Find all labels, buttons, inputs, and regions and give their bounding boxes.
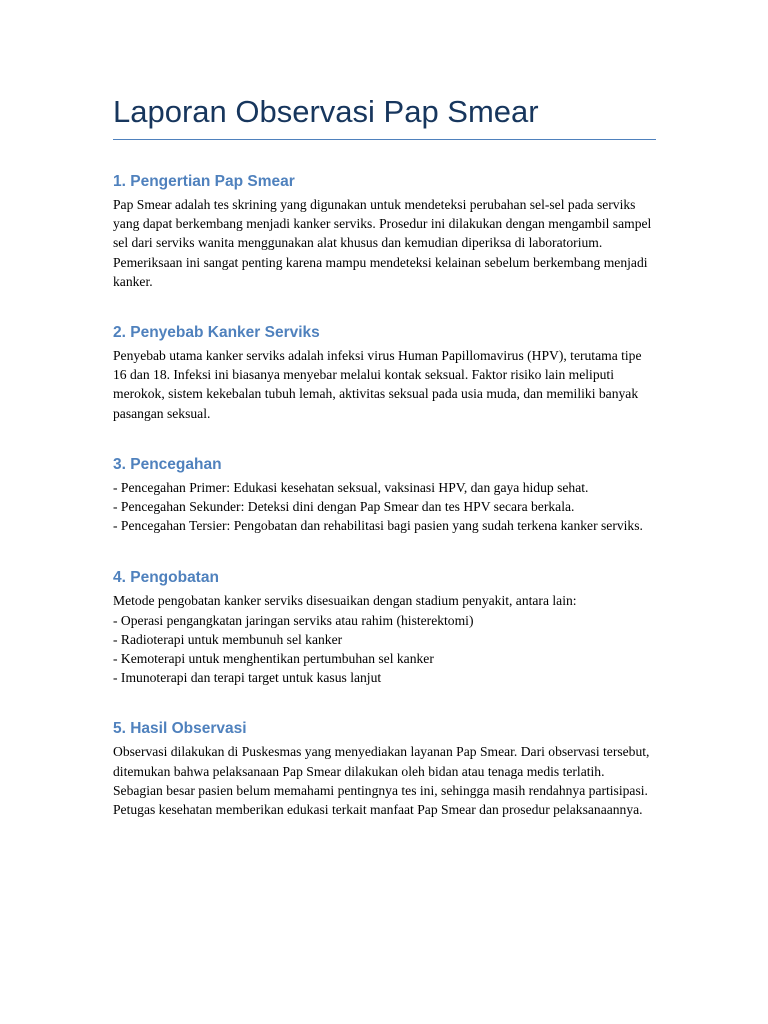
section-heading: 1. Pengertian Pap Smear [113,173,295,190]
section-pencegahan [113,455,656,536]
section-list [113,478,656,536]
document-title: Laporan Observasi Pap Smear [113,92,656,140]
list-item: - Operasi pengangkatan jaringan serviks atau rahim (histerektomi) [113,612,474,628]
section-list [113,591,656,687]
section-heading: 4. Pengobatan [113,569,219,587]
list-intro: Metode pengobatan kanker serviks disesuaikan dengan stadium penyakit, antara lain: [113,593,577,609]
list-item: - Radioterapi untuk membunuh sel kanker [113,631,343,647]
list-item: - Pencegahan Sekunder: Deteksi dini dengan Pap Smear dan tes HPV secara berkala. [113,499,575,515]
list-item: - Pencegahan Tersier: Pengobatan dan rehabilitasi bagi pasien yang sudah terkena kanker serviks. [113,518,643,534]
list-item: - Kemoterapi untuk menghentikan pertumbuhan sel kanker [113,651,434,667]
document-page [113,92,656,819]
section-pengertian [113,172,656,291]
section-heading: 2. Penyebab Kanker Serviks [113,324,320,342]
section-paragraph: Penyebab utama kanker serviks adalah infeksi virus Human Papillomavirus (HPV), terutama tipe 16 dan 18. Infeksi ini biasanya menyebar melalui kontak seksual. Faktor risiko lain meliputi merokok, sistem kekebalan tubuh lemah, aktivitas seksual pada usia muda, dan memiliki banyak pasangan seksual. [113,348,642,421]
section-pengobatan [113,568,656,687]
section-heading: 3. Pencegahan [113,455,222,473]
section-paragraph: Observasi dilakukan di Puskesmas yang menyediakan layanan Pap Smear. Dari observasi tersebut, ditemukan bahwa pelaksanaan Pap Smear dilakukan oleh bidan atau tenaga medis terlatih. Sebagian besar pasien belum memahami pentingnya tes ini, sehingga masih rendahnya partisipasi. Petugas kesehatan memberikan edukasi terkait manfaat Pap Smear dan prosedur pelaksanaannya. [113,744,650,818]
section-paragraph: Pap Smear adalah tes skrining yang digunakan untuk mendeteksi perubahan sel-sel pada serviks yang dapat berkembang menjadi kanker serviks. Prosedur ini dilakukan dengan mengambil sampel sel dari serviks wanita menggunakan alat khusus dan kemudian diperiksa di laboratorium. Pemeriksaan ini sangat penting karena mampu mendeteksi kelainan sebelum berkembang menjadi kanker. [113,197,652,289]
list-item: - Pencegahan Primer: Edukasi kesehatan seksual, vaksinasi HPV, dan gaya hidup sehat. [113,479,589,495]
section-heading: 5. Hasil Observasi [113,720,247,738]
list-item: - Imunoterapi dan terapi target untuk kasus lanjut [113,670,382,686]
section-hasil-observasi [113,719,656,819]
section-penyebab [113,323,656,423]
